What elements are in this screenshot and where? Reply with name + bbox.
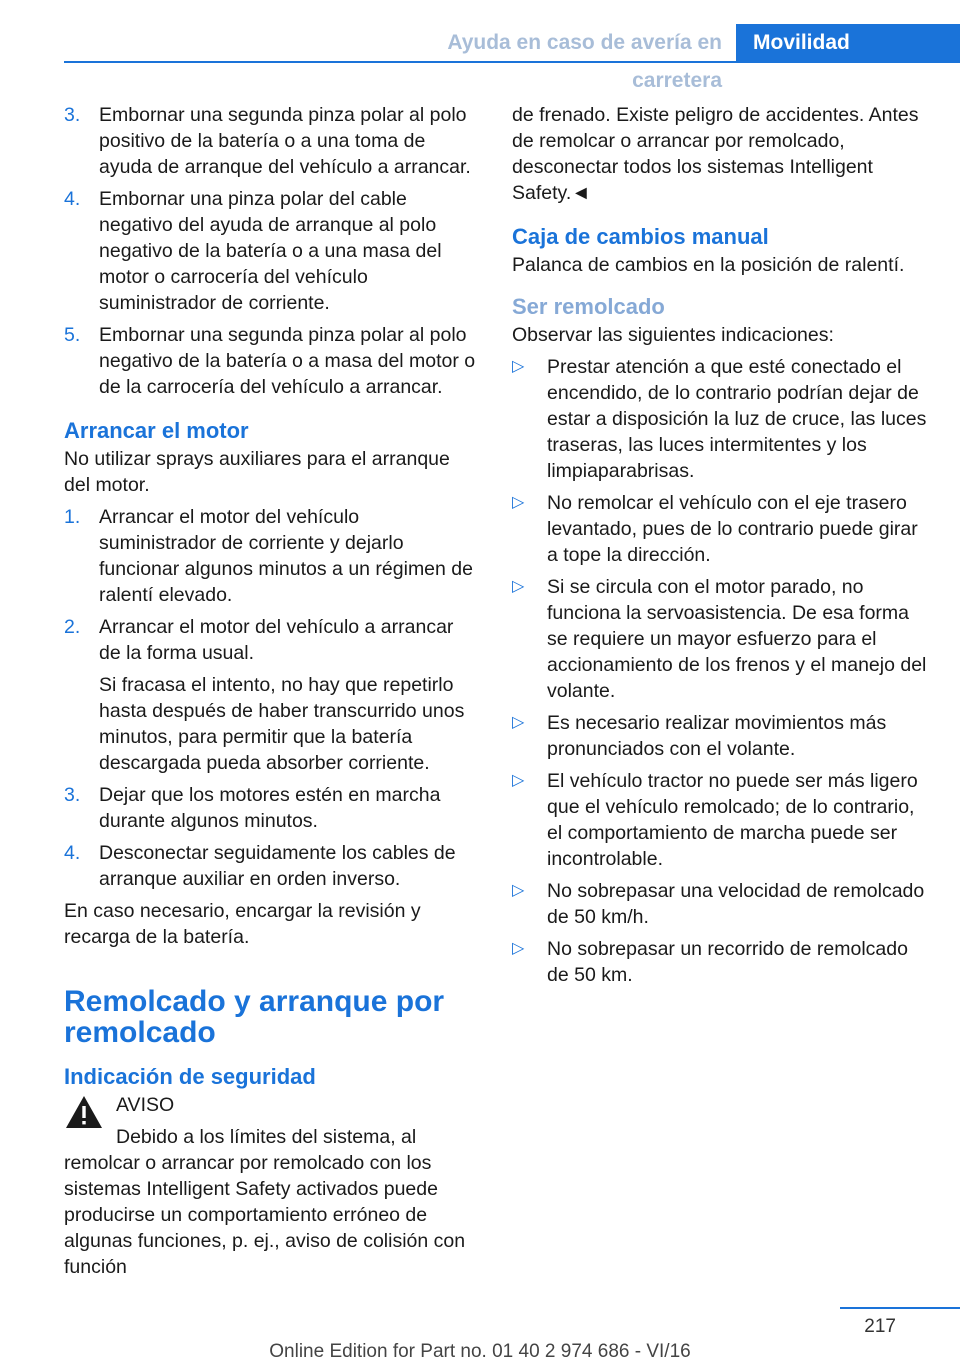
list-item	[64, 322, 478, 400]
bullet-text: No remolcar el vehículo con el eje trasero levantado, pues de lo contrario puede girar a tope la dirección.	[547, 492, 918, 566]
bullet-text: Si se circula con el motor parado, no funciona la servoasistencia. De esa forma se requiere un mayor esfuerzo para el accionamiento de los frenos y el manejo del volante.	[547, 576, 927, 702]
triangle-bullet-icon: ▷	[512, 714, 525, 731]
list-item	[512, 354, 930, 484]
list-item	[64, 504, 478, 608]
bullet-text: No sobrepasar un recorrido de remolcado de 50 km.	[547, 938, 908, 986]
towing-instructions-list	[512, 354, 930, 988]
step-number: 2.	[64, 616, 81, 638]
bullet-text: No sobrepasar una velocidad de remolcado de 50 km/h.	[547, 880, 925, 928]
being-towed-heading: Ser remolcado	[512, 294, 665, 319]
step-text: Arrancar el motor del vehículo suministrador de corriente y dejarlo funcionar algunos minutos a un régimen de ralentí elevado.	[99, 506, 473, 606]
warning-continuation: de frenado. Existe peligro de accidentes. Antes de remolcar o arrancar por remolcado, desconectar todos los sistemas Intelligent Safety.◄	[512, 104, 919, 204]
list-item	[512, 768, 930, 872]
left-column	[64, 102, 478, 1280]
step-text: Dejar que los motores estén en marcha durante algunos minutos.	[99, 784, 441, 832]
triangle-bullet-icon: ▷	[512, 578, 525, 595]
list-item	[512, 574, 930, 704]
step-text: Embornar una segunda pinza polar al polo positivo de la batería o a una toma de ayuda de arranque del vehículo a arrancar.	[99, 104, 471, 178]
list-item	[512, 936, 930, 988]
triangle-bullet-icon: ▷	[512, 494, 525, 511]
step-number: 1.	[64, 506, 81, 528]
list-item	[512, 490, 930, 568]
triangle-bullet-icon: ▷	[512, 940, 525, 957]
header-chapter-tab: Movilidad	[736, 24, 960, 62]
step-text: Arrancar el motor del vehículo a arrancar de la forma usual.	[99, 616, 454, 664]
step-number: 4.	[64, 188, 81, 210]
step-number: 3.	[64, 104, 81, 126]
safety-heading: Indicación de seguridad	[64, 1064, 316, 1089]
bullet-text: Es necesario realizar movimientos más pronunciados con el volante.	[547, 712, 887, 760]
warning-block	[64, 1092, 478, 1280]
header-section-title: Ayuda en caso de avería en carretera	[447, 31, 722, 92]
warning-triangle-icon	[64, 1094, 104, 1130]
footer-rule	[840, 1307, 960, 1309]
step-number: 3.	[64, 784, 81, 806]
triangle-bullet-icon: ▷	[512, 358, 525, 375]
being-towed-intro: Observar las siguientes indicaciones:	[512, 324, 834, 346]
triangle-bullet-icon: ▷	[512, 772, 525, 789]
closing-note: En caso necesario, encargar la revisión y recarga de la batería.	[64, 900, 421, 948]
list-item	[64, 102, 478, 180]
list-item	[512, 710, 930, 762]
list-item	[64, 782, 478, 834]
footer-edition: Online Edition for Part no. 01 40 2 974 686 - VI/16	[269, 1341, 691, 1362]
start-engine-heading: Arrancar el motor	[64, 418, 249, 443]
step-text: Embornar una pinza polar del cable negativo del ayuda de arranque al polo negativo de la batería o a una masa del motor o carrocería del vehículo suministrador de corriente.	[99, 188, 442, 314]
list-item	[512, 878, 930, 930]
triangle-bullet-icon: ▷	[512, 882, 525, 899]
manual-gearbox-heading: Caja de cambios manual	[512, 224, 769, 249]
warning-text: Debido a los límites del sistema, al remolcar o arrancar por remolcado con los sistemas Intelligent Safety activados puede producirse un comportamiento erróneo de algunas funciones, p. ej., aviso de colisión con función	[64, 1126, 466, 1278]
step-number: 5.	[64, 324, 81, 346]
step-subtext: Si fracasa el intento, no hay que repetirlo hasta después de haber transcurrido unos minutos, para permitir que la batería descargada pueda absorber corriente.	[99, 674, 465, 774]
list-item	[64, 186, 478, 316]
bullet-text: El vehículo tractor no puede ser más ligero que el vehículo remolcado; de lo contrario, el comportamiento de marcha puede ser incontrolable.	[547, 770, 918, 870]
bullet-text: Prestar atención a que esté conectado el encendido, de lo contrario podrían dejar de estar a disposición la luz de cruce, las luces traseras, las luces intermitentes y los limpiaparabrisas.	[547, 356, 927, 482]
towing-section-title: Remolcado y arranque por remolcado	[64, 985, 445, 1049]
header-rule	[64, 61, 960, 63]
step-text: Desconectar seguidamente los cables de arranque auxiliar en orden inverso.	[99, 842, 456, 890]
step-text: Embornar una segunda pinza polar al polo negativo de la batería o a masa del motor o de la carrocería del vehículo a arrancar.	[99, 324, 476, 398]
step-number: 4.	[64, 842, 81, 864]
warning-title: AVISO	[116, 1094, 175, 1116]
start-engine-intro: No utilizar sprays auxiliares para el arranque del motor.	[64, 448, 450, 496]
right-column	[512, 102, 930, 994]
list-item	[64, 614, 478, 776]
manual-gearbox-text: Palanca de cambios en la posición de ralentí.	[512, 254, 905, 276]
page-number: 217	[864, 1316, 896, 1337]
list-item	[64, 840, 478, 892]
